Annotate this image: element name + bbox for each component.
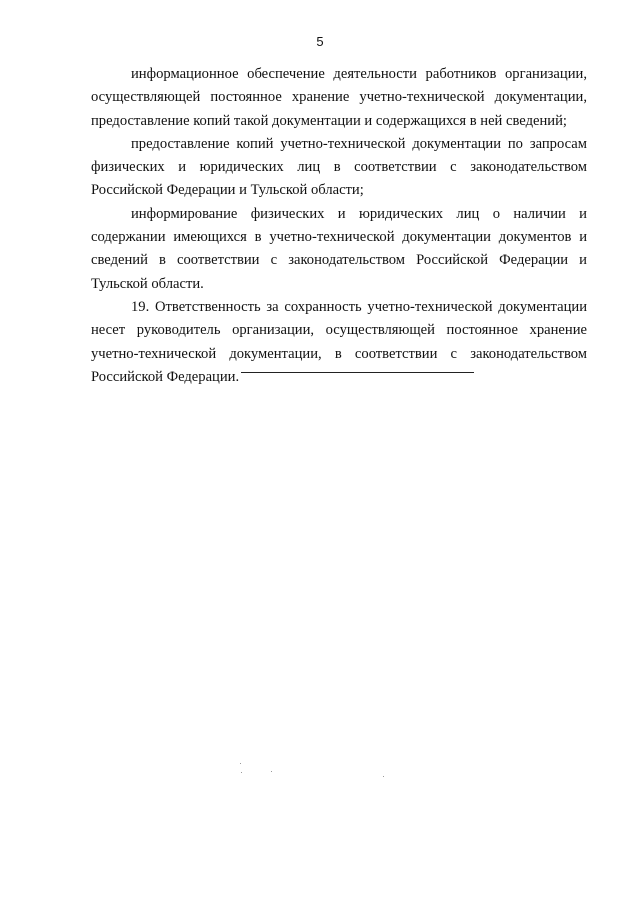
scan-speck [271,771,272,772]
paragraph-info-support: информационное обеспечение деятельности работников организации, осуществляющей постоянное хранение учетно-технической документации, предоставление копий такой документации и содержащихся в ней сведений; [91,66,587,129]
page-number: 5 [316,34,324,49]
paragraph-informing: информирование физических и юридических лиц о наличии и содержании имеющихся в учетно-технической документации документов и сведений в соответствии с законодательством Российской Федерации и Тульской области. [91,205,587,292]
paragraph-copies-provision: предоставление копий учетно-технической документации по запросам физических и юридических лиц в соответствии с законодательством Российской Федерации и Тульской области; [91,135,587,199]
end-separator-line [241,372,474,373]
document-body [91,63,587,389]
scan-speck [383,776,384,777]
scan-speck [240,763,241,764]
paragraph-responsibility: 19. Ответственность за сохранность учетно-технической документации несет руководитель организации, осуществляющей постоянное хранение учетно-технической документации, в соответствии с законодательством Российской Федерации. [91,298,587,385]
scan-speck [241,772,242,773]
